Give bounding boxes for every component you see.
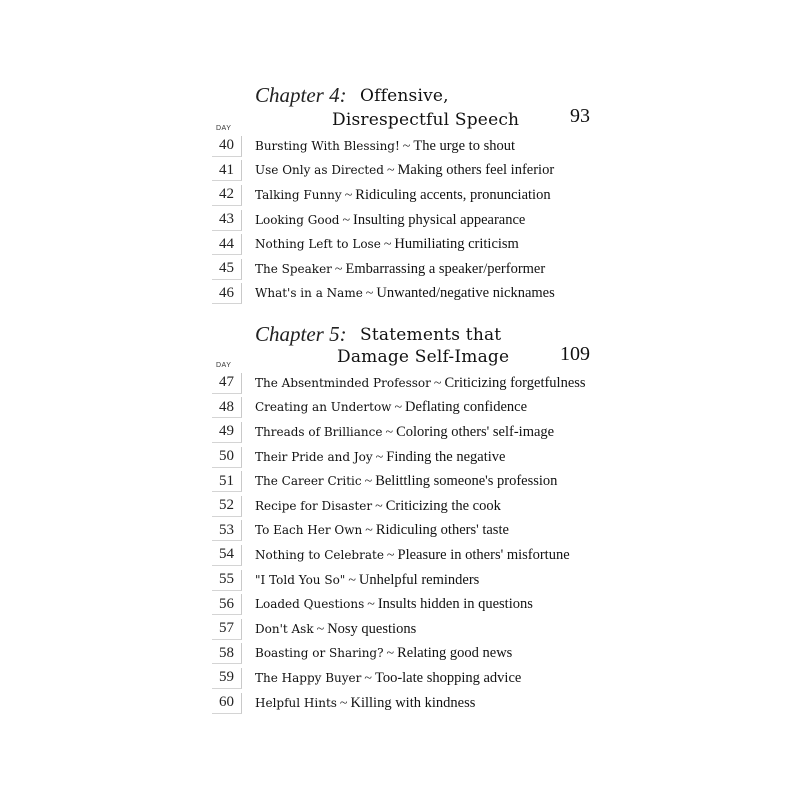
entry-title: Nothing Left to Lose	[255, 237, 381, 252]
chapter-header	[212, 83, 592, 133]
entry-text	[255, 212, 525, 229]
entry-separator: ~	[383, 237, 392, 253]
entry-title: To Each Her Own	[255, 523, 363, 538]
entry-text	[255, 424, 554, 441]
entry-text	[255, 162, 554, 179]
entry-title: Helpful Hints	[255, 695, 337, 710]
day-number: 51	[212, 471, 242, 492]
entry-separator: ~	[375, 449, 384, 465]
chapter-prefix: Chapter 5:	[255, 322, 347, 346]
day-number: 44	[212, 234, 242, 255]
toc-entry	[212, 568, 586, 593]
entry-title: Use Only as Directed	[255, 163, 384, 178]
chapter-page-number: 109	[560, 343, 590, 365]
entry-separator: ~	[339, 695, 348, 711]
chapter-prefix: Chapter 4:	[255, 83, 347, 107]
entry-text	[255, 498, 501, 515]
entry-title: Don't Ask	[255, 621, 314, 636]
toc-entry	[212, 592, 586, 617]
entry-separator: ~	[344, 187, 353, 203]
toc-entry	[212, 494, 586, 519]
entry-title: "I Told You So"	[255, 572, 346, 587]
toc-entry	[212, 642, 586, 667]
entry-text	[255, 596, 533, 613]
toc-entry	[212, 232, 555, 257]
day-number: 46	[212, 283, 242, 304]
entry-description: Too-late shopping advice	[374, 669, 522, 686]
entry-separator: ~	[365, 523, 373, 539]
entry-title: The Happy Buyer	[255, 670, 362, 685]
toc-entry	[212, 257, 555, 282]
entry-text	[255, 399, 527, 416]
entry-description: Belittling someone's profession	[375, 473, 558, 490]
entry-description: Criticizing forgetfulness	[444, 374, 586, 391]
toc-entry	[212, 420, 586, 445]
day-number: 48	[212, 397, 242, 418]
day-label: DAY	[216, 362, 232, 369]
entry-separator: ~	[402, 138, 411, 154]
entry-title: Creating an Undertow	[255, 400, 392, 415]
entry-description: Ridiculing accents, pronunciation	[355, 186, 551, 203]
entry-separator: ~	[316, 621, 325, 637]
entry-description: Nosy questions	[327, 620, 417, 637]
entry-description: Pleasure in others' misfortune	[397, 546, 570, 563]
entry-separator: ~	[386, 163, 395, 179]
entry-title: The Speaker	[255, 261, 332, 276]
entry-description: Finding the negative	[386, 448, 506, 465]
entry-title: Recipe for Disaster	[255, 498, 373, 513]
toc-entry	[212, 282, 555, 307]
entry-text	[255, 621, 416, 638]
chapter-5	[212, 322, 592, 711]
toc-entry	[212, 159, 555, 184]
chapter-header	[212, 322, 592, 372]
entry-description: Deflating confidence	[405, 399, 527, 416]
entry-title: The Career Critic	[255, 474, 362, 489]
entry-separator: ~	[364, 474, 373, 490]
day-label: DAY	[216, 125, 232, 132]
day-number: 41	[212, 160, 242, 181]
chapter-title-line-2: Disrespectful Speech	[332, 110, 520, 130]
entry-description: Criticizing the cook	[385, 497, 501, 514]
entry-title: Talking Funny	[255, 187, 342, 202]
entry-separator: ~	[342, 212, 351, 228]
day-number: 52	[212, 496, 242, 517]
entry-description: Embarrassing a speaker/performer	[345, 260, 546, 277]
entry-list	[212, 371, 586, 715]
toc-entry	[212, 543, 586, 568]
toc-entry	[212, 469, 586, 494]
day-number: 55	[212, 570, 242, 591]
chapter-title-line-1: Offensive,	[360, 86, 449, 106]
chapter-title-line-2: Damage Self-Image	[337, 347, 510, 367]
entry-description: Unwanted/negative nicknames	[376, 285, 555, 302]
day-number: 60	[212, 693, 242, 714]
entry-title: Nothing to Celebrate	[255, 547, 384, 562]
toc-entry	[212, 208, 555, 233]
toc-entry	[212, 183, 555, 208]
toc-entry	[212, 691, 586, 716]
chapter-title-line-1: Statements that	[360, 325, 502, 345]
entry-separator: ~	[385, 424, 394, 440]
entry-separator: ~	[386, 547, 395, 563]
entry-separator: ~	[348, 572, 356, 588]
entry-title: Bursting With Blessing!	[255, 138, 400, 153]
entry-title: Loaded Questions	[255, 597, 365, 612]
day-number: 47	[212, 373, 242, 394]
toc-entry	[212, 617, 586, 642]
entry-text	[255, 449, 505, 466]
entry-title: Their Pride and Joy	[255, 449, 373, 464]
entry-description: Making others feel inferior	[397, 162, 555, 179]
toc-entry	[212, 396, 586, 421]
entry-separator: ~	[364, 670, 372, 686]
entry-text	[255, 261, 545, 278]
entry-separator: ~	[365, 286, 374, 302]
entry-text	[255, 572, 479, 589]
entry-separator: ~	[367, 597, 375, 613]
entry-description: Coloring others' self-image	[396, 423, 555, 440]
day-number: 42	[212, 185, 242, 206]
entry-separator: ~	[334, 261, 343, 277]
day-number: 57	[212, 619, 242, 640]
entry-title: Threads of Brilliance	[255, 424, 383, 439]
day-number: 56	[212, 594, 242, 615]
entry-title: What's in a Name	[255, 286, 363, 301]
entry-title: Boasting or Sharing?	[255, 646, 384, 661]
entry-text	[255, 138, 515, 155]
toc-entry	[212, 371, 586, 396]
entry-text	[255, 375, 586, 392]
entry-title: Looking Good	[255, 212, 340, 227]
entry-text	[255, 187, 551, 204]
entry-text	[255, 236, 519, 253]
entry-description: Ridiculing others' taste	[375, 522, 509, 539]
toc-entry	[212, 519, 586, 544]
chapter-4	[212, 83, 592, 302]
entry-description: Unhelpful reminders	[358, 571, 480, 588]
entry-description: Insults hidden in questions	[377, 596, 533, 613]
entry-description: Insulting physical appearance	[353, 211, 526, 228]
entry-description: Relating good news	[397, 645, 513, 662]
entry-separator: ~	[386, 646, 395, 662]
entry-title: The Absentminded Professor	[255, 375, 431, 390]
day-number: 59	[212, 668, 242, 689]
entry-text	[255, 473, 557, 490]
entry-separator: ~	[394, 400, 403, 416]
entry-text	[255, 695, 475, 712]
entry-text	[255, 547, 570, 564]
entry-separator: ~	[375, 498, 383, 514]
day-number: 45	[212, 259, 242, 280]
entry-description: Humiliating criticism	[394, 236, 519, 253]
day-number: 54	[212, 545, 242, 566]
entry-text	[255, 285, 555, 302]
entry-text	[255, 670, 521, 687]
day-number: 53	[212, 520, 242, 541]
day-number: 43	[212, 210, 242, 231]
toc-entry	[212, 445, 586, 470]
entry-text	[255, 522, 509, 539]
toc-entry	[212, 666, 586, 691]
chapter-page-number: 93	[570, 105, 590, 127]
entry-description: Killing with kindness	[350, 694, 476, 711]
day-number: 40	[212, 136, 242, 157]
day-number: 50	[212, 447, 242, 468]
toc-entry	[212, 134, 555, 159]
entry-list	[212, 134, 555, 306]
day-number: 49	[212, 422, 242, 443]
entry-separator: ~	[433, 375, 442, 391]
day-number: 58	[212, 643, 242, 664]
entry-text	[255, 645, 512, 662]
entry-description: The urge to shout	[413, 137, 515, 154]
